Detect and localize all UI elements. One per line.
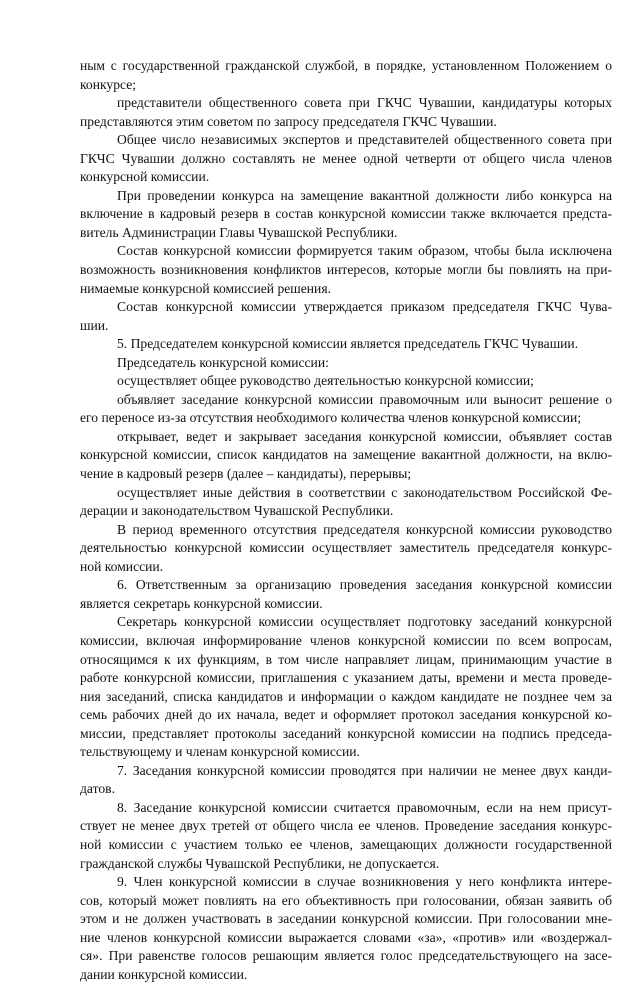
text-line: Секретарь конкурсной комиссии осуществляет подготовку заседаний конкурсной: [117, 614, 612, 630]
paragraph: [80, 187, 612, 243]
paragraph: [80, 94, 612, 131]
text-line: возможность возникновения конфликтов интересов, которые могли бы повлиять на при-: [80, 262, 612, 278]
text-line: гражданской службы Чувашской Республики, не допускается.: [80, 855, 440, 871]
text-line: Общее число независимых экспертов и представителей общественного совета при: [117, 132, 612, 148]
text-line: Председатель конкурсной комиссии:: [117, 354, 329, 370]
text-line: 6. Ответственным за организацию проведения заседания конкурсной комиссии: [117, 577, 612, 593]
text-line: этом и не должен участвовать в заседании конкурсной комиссии. При голосовании мне-: [80, 911, 612, 927]
text-line: конкурсной комиссии, список кандидатов на замещение вакантной должности, на вклю-: [80, 447, 612, 463]
text-line: деятельностью конкурсной комиссии осуществляет заместитель председателя конкурс-: [80, 540, 612, 556]
text-line: включение в кадровый резерв в состав конкурсной комиссии также включается предста-: [80, 206, 612, 222]
text-line: Состав конкурсной комиссии утверждается приказом председателя ГКЧС Чува-: [117, 299, 612, 315]
text-line: В период временного отсутствия председателя конкурсной комиссии руководство: [117, 521, 612, 537]
text-line: семь рабочих дней до их начала, ведет и оформляет протокол заседания конкурсной ко-: [80, 707, 612, 723]
paragraph: [80, 391, 612, 428]
paragraph: [80, 873, 612, 984]
paragraph: [80, 484, 612, 521]
text-line: При проведении конкурса на замещение вакантной должности либо конкурса на: [117, 187, 612, 203]
text-line: чение в кадровый резерв (далее – кандидаты), перерывы;: [80, 466, 412, 482]
paragraph: [80, 762, 612, 799]
text-line: работе конкурсной комиссии, приглашения с указанием даты, времени и места проведе-: [80, 670, 612, 686]
paragraph: [80, 242, 612, 298]
text-line: Состав конкурсной комиссии формируется таким образом, чтобы была исключена: [117, 243, 612, 259]
text-line: витель Администрации Главы Чувашской Республики.: [80, 224, 398, 240]
paragraph: [80, 298, 612, 335]
document-body: [80, 57, 612, 984]
text-line: нимаемые конкурсной комиссией решения.: [80, 280, 331, 296]
text-line: представляются этим советом по запросу председателя ГКЧС Чувашии.: [80, 113, 497, 129]
text-line: дании конкурсной комиссии.: [80, 966, 248, 982]
text-line: конкурсе;: [80, 76, 137, 92]
text-line: тельствующему и членам конкурсной комиссии.: [80, 744, 360, 760]
text-line: 5. Председателем конкурсной комиссии является председатель ГКЧС Чувашии.: [117, 336, 579, 352]
text-line: комиссии, включая информирование членов конкурсной комиссии по всем вопросам,: [80, 632, 612, 648]
text-line: датов.: [80, 781, 115, 797]
text-line: ния заседаний, списка кандидатов и информации о каждом кандидате не позднее чем за: [80, 688, 612, 704]
text-line: миссии, представляет протоколы заседаний конкурсной комиссии на подпись председа-: [80, 725, 612, 741]
text-line: является секретарь конкурсной комиссии.: [80, 595, 323, 611]
text-line: относящимся к их функциям, в том числе направляет лицам, принимающим участие в: [80, 651, 612, 667]
text-line: сов, который может повлиять на его объективность при голосовании, обязан заявить об: [80, 892, 612, 908]
text-line: представители общественного совета при ГКЧС Чувашии, кандидатуры которых: [117, 95, 612, 111]
paragraph: [80, 335, 612, 354]
text-line: объявляет заседание конкурсной комиссии правомочным или выносит решение о: [117, 391, 612, 407]
text-line: ным с государственной гражданской службой, в порядке, установленном Положением о: [80, 58, 612, 73]
text-line: 8. Заседание конкурсной комиссии считается правомочным, если на нем присут-: [117, 799, 612, 815]
text-line: ГКЧС Чувашии должно составлять не менее одной четверти от общего числа членов: [80, 150, 612, 166]
text-line: ся». При равенстве голосов решающим является голос председательствующего на засе-: [80, 948, 612, 964]
paragraph: [80, 428, 612, 484]
text-line: открывает, ведет и закрывает заседания конкурсной комиссии, объявляет состав: [117, 428, 612, 444]
paragraph: [80, 576, 612, 613]
paragraph: [80, 372, 612, 391]
paragraph: [80, 799, 612, 873]
text-line: 7. Заседания конкурсной комиссии проводятся при наличии не менее двух канди-: [117, 762, 612, 778]
paragraph: [80, 613, 612, 761]
text-line: ной комиссии с участием только ее членов, замещающих должности государственной: [80, 836, 612, 852]
text-line: ствует не менее двух третей от общего числа ее членов. Проведение заседания конкурс-: [80, 818, 612, 834]
paragraph: [80, 131, 612, 187]
text-line: конкурсной комиссии.: [80, 169, 210, 185]
text-line: дерации и законодательством Чувашской Республики.: [80, 503, 394, 519]
text-line: ние членов конкурсной комиссии выражается словами «за», «против» или «воздержал-: [80, 929, 612, 945]
text-line: ной комиссии.: [80, 558, 164, 574]
paragraph: [80, 354, 612, 373]
text-line: осуществляет иные действия в соответствии с законодательством Российской Фе-: [117, 484, 612, 500]
paragraph: [80, 57, 612, 94]
text-line: его переносе из-за отсутствия необходимого количества членов конкурсной комиссии;: [80, 410, 582, 426]
text-line: осуществляет общее руководство деятельностью конкурсной комиссии;: [117, 373, 534, 389]
paragraph: [80, 521, 612, 577]
text-line: шии.: [80, 317, 109, 333]
text-line: 9. Член конкурсной комиссии в случае возникновения у него конфликта интере-: [117, 874, 612, 890]
